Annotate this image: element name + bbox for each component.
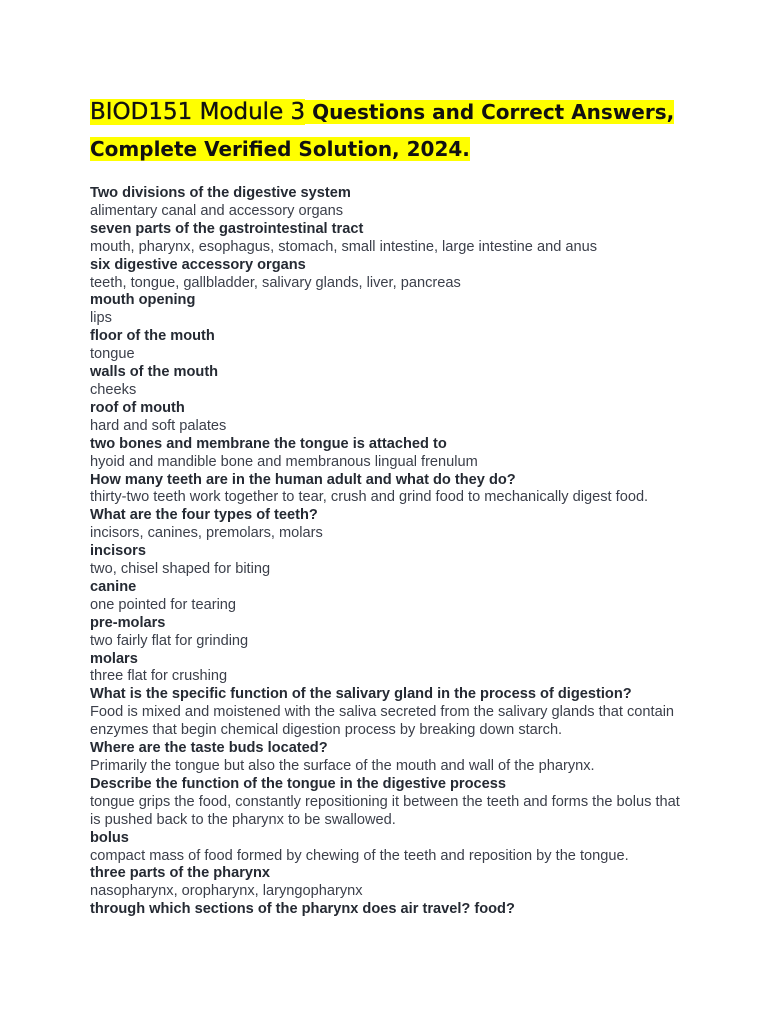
answer-text: thirty-two teeth work together to tear, crush and grind food to mechanically digest food. — [90, 489, 649, 506]
question-text: Two divisions of the digestive system — [90, 185, 351, 201]
qa-entry — [90, 507, 690, 543]
question-text: pre-molars — [90, 614, 166, 631]
qa-entry — [90, 543, 690, 579]
qa-entry — [90, 865, 690, 901]
question-text: canine — [90, 578, 137, 595]
question-text: floor of the mouth — [90, 328, 215, 345]
answer-text: compact mass of food formed by chewing of the teeth and reposition by the tongue. — [90, 847, 629, 864]
qa-entry — [90, 400, 690, 436]
document-title — [90, 92, 690, 166]
question-text: through which sections of the pharynx does air travel? food? — [90, 901, 515, 918]
question-text: Where are the taste buds located? — [90, 740, 328, 757]
qa-entry — [90, 292, 690, 328]
question-text: Describe the function of the tongue in the digestive process — [90, 775, 506, 792]
qa-entry — [90, 740, 690, 776]
qa-entry — [90, 615, 690, 651]
qa-list — [90, 185, 690, 919]
question-text: two bones and membrane the tongue is attached to — [90, 435, 447, 452]
qa-entry — [90, 436, 690, 472]
answer-text: incisors, canines, premolars, molars — [90, 525, 323, 542]
qa-entry — [90, 776, 690, 830]
title-subtitle-line2: Complete Verified Solution, 2024. — [90, 137, 470, 161]
answer-text: tongue grips the food, constantly repositioning it between the teeth and forms the bolus that is pushed back to the pharynx to be swallowed. — [90, 793, 680, 828]
qa-entry — [90, 364, 690, 400]
qa-entry — [90, 686, 690, 740]
answer-text: alimentary canal and accessory organs — [90, 202, 344, 219]
answer-text: lips — [90, 310, 112, 327]
question-text: How many teeth are in the human adult and what do they do? — [90, 471, 516, 488]
answer-text: hyoid and mandible bone and membranous lingual frenulum — [90, 453, 478, 470]
question-text: mouth opening — [90, 292, 196, 309]
answer-text: three flat for crushing — [90, 668, 228, 685]
qa-entry — [90, 830, 690, 866]
question-text: molars — [90, 650, 138, 667]
qa-entry — [90, 651, 690, 687]
answer-text: nasopharynx, oropharynx, laryngopharynx — [90, 883, 363, 900]
question-text: bolus — [90, 829, 129, 846]
qa-entry — [90, 472, 690, 508]
question-text: roof of mouth — [90, 399, 185, 416]
qa-entry — [90, 328, 690, 364]
answer-text: two, chisel shaped for biting — [90, 561, 271, 578]
title-subtitle-line1: Questions and Correct Answers, — [305, 100, 675, 124]
answer-text: one pointed for tearing — [90, 596, 237, 613]
qa-entry — [90, 901, 690, 919]
qa-entry — [90, 257, 690, 293]
answer-text: Primarily the tongue but also the surface of the mouth and wall of the pharynx. — [90, 758, 595, 774]
question-text: seven parts of the gastrointestinal tract — [90, 220, 364, 237]
question-text: What is the specific function of the salivary gland in the process of digestion? — [90, 686, 632, 703]
answer-text: Food is mixed and moistened with the saliva secreted from the salivary glands that contain enzymes that begin chemical digestion process by breaking down starch. — [90, 704, 675, 739]
answer-text: cheeks — [90, 381, 137, 398]
answer-text: mouth, pharynx, esophagus, stomach, small intestine, large intestine and anus — [90, 238, 598, 255]
question-text: incisors — [90, 543, 146, 560]
title-course-code: BIOD151 Module 3 — [90, 99, 306, 125]
answer-text: tongue — [90, 346, 135, 363]
answer-text: two fairly flat for grinding — [90, 632, 249, 649]
qa-entry — [90, 221, 690, 257]
question-text: six digestive accessory organs — [90, 256, 306, 273]
answer-text: teeth, tongue, gallbladder, salivary glands, liver, pancreas — [90, 274, 461, 291]
qa-entry — [90, 579, 690, 615]
answer-text: hard and soft palates — [90, 417, 227, 434]
question-text: What are the four types of teeth? — [90, 507, 318, 524]
question-text: three parts of the pharynx — [90, 865, 271, 882]
question-text: walls of the mouth — [90, 364, 219, 381]
qa-entry — [90, 185, 690, 221]
